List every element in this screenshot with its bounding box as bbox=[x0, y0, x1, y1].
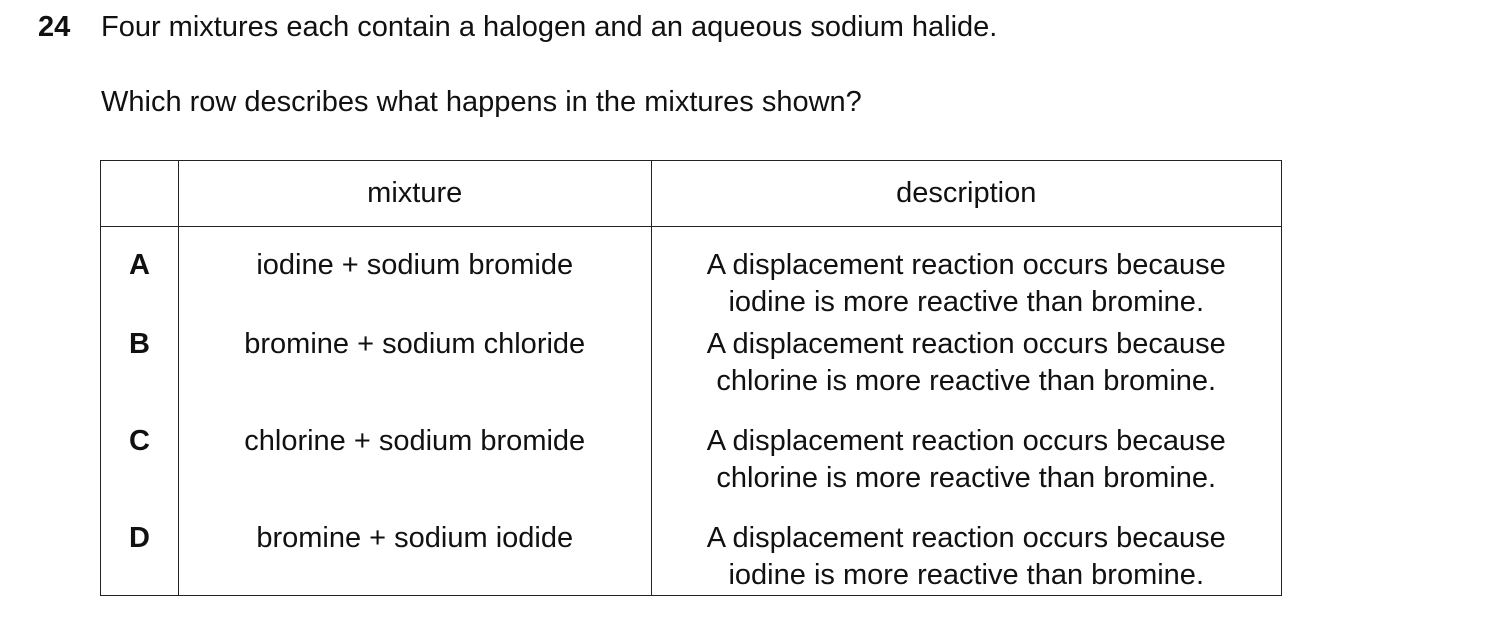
header-description: description bbox=[651, 161, 1282, 227]
description-line: A displacement reaction occurs because bbox=[706, 522, 1226, 554]
description-line: A displacement reaction occurs because bbox=[706, 425, 1226, 457]
question-prompt: Which row describes what happens in the mixtures shown? bbox=[101, 86, 862, 118]
answer-table bbox=[100, 160, 1282, 596]
row-letter: B bbox=[101, 326, 179, 423]
row-mixture: bromine + sodium chloride bbox=[178, 326, 651, 423]
row-description bbox=[651, 423, 1282, 520]
description-line: A displacement reaction occurs because bbox=[706, 249, 1226, 281]
description-line: iodine is more reactive than bromine. bbox=[728, 559, 1204, 591]
header-mixture: mixture bbox=[178, 161, 651, 227]
row-mixture: chlorine + sodium bromide bbox=[178, 423, 651, 520]
description-line: iodine is more reactive than bromine. bbox=[728, 286, 1204, 318]
header-letter bbox=[101, 161, 179, 227]
row-mixture: bromine + sodium iodide bbox=[178, 520, 651, 596]
row-letter: A bbox=[101, 227, 179, 327]
question-number: 24 bbox=[38, 11, 71, 43]
row-letter: C bbox=[101, 423, 179, 520]
description-line: A displacement reaction occurs because bbox=[706, 328, 1226, 360]
row-description bbox=[651, 227, 1282, 327]
row-description bbox=[651, 326, 1282, 423]
row-description bbox=[651, 520, 1282, 596]
row-letter: D bbox=[101, 520, 179, 596]
table-row bbox=[101, 520, 1282, 596]
table-row bbox=[101, 227, 1282, 327]
row-mixture: iodine + sodium bromide bbox=[178, 227, 651, 327]
description-line: chlorine is more reactive than bromine. bbox=[716, 365, 1217, 397]
table-header-row bbox=[101, 161, 1282, 227]
question-stem: Four mixtures each contain a halogen and an aqueous sodium halide. bbox=[101, 11, 998, 43]
description-line: chlorine is more reactive than bromine. bbox=[716, 462, 1217, 494]
table-row bbox=[101, 423, 1282, 520]
table-row bbox=[101, 326, 1282, 423]
